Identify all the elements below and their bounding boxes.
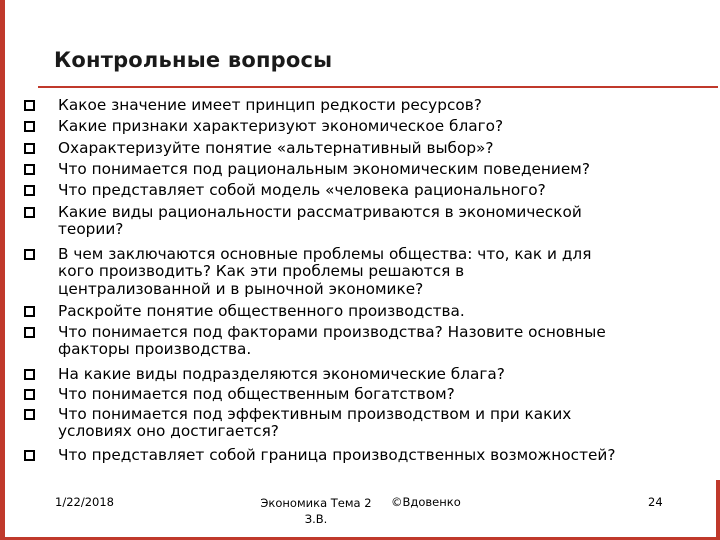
question-text: Раскройте понятие общественного производства. <box>58 302 465 320</box>
hollow-square-bullet-icon <box>24 143 35 154</box>
footer-date: 1/22/2018 <box>55 495 114 509</box>
footer-course <box>256 495 376 527</box>
hollow-square-bullet-icon <box>24 389 35 400</box>
hollow-square-bullet-icon <box>24 409 35 420</box>
slide-title: Контрольные вопросы <box>54 48 333 72</box>
question-text: Что понимается под факторами производства? Назовите основные факторы производства. <box>58 323 606 359</box>
right-border-corner <box>716 480 720 540</box>
hollow-square-bullet-icon <box>24 369 35 380</box>
question-text: Что представляет собой модель «человека рационального? <box>58 181 546 199</box>
left-border <box>0 0 5 540</box>
hollow-square-bullet-icon <box>24 327 35 338</box>
hollow-square-bullet-icon <box>24 164 35 175</box>
hollow-square-bullet-icon <box>24 306 35 317</box>
hollow-square-bullet-icon <box>24 100 35 111</box>
page-number: 24 <box>648 495 663 509</box>
question-text: Какое значение имеет принцип редкости ресурсов? <box>58 96 482 114</box>
footer-course-line1: Экономика Тема 2 <box>260 496 372 510</box>
question-text: Что представляет собой граница производственных возможностей? <box>58 446 616 464</box>
question-text: Что понимается под общественным богатством? <box>58 385 455 403</box>
hollow-square-bullet-icon <box>24 185 35 196</box>
title-underline <box>38 86 718 88</box>
hollow-square-bullet-icon <box>24 121 35 132</box>
hollow-square-bullet-icon <box>24 450 35 461</box>
question-text: Что понимается под эффективным производством и при каких условиях оно достигается? <box>58 405 572 441</box>
footer-course-line2: З.В. <box>304 512 328 526</box>
question-text: Что понимается под рациональным экономическим поведением? <box>58 160 590 178</box>
hollow-square-bullet-icon <box>24 207 35 218</box>
hollow-square-bullet-icon <box>24 249 35 260</box>
question-text: На какие виды подразделяются экономические блага? <box>58 365 505 383</box>
question-text: Какие признаки характеризуют экономическое благо? <box>58 117 504 135</box>
footer-author: ©Вдовенко <box>391 495 461 509</box>
question-text: В чем заключаются основные проблемы общества: что, как и для кого производить? Как эти проблемы решаются в централизованной и в рыночной экономике? <box>58 245 592 298</box>
question-text: Охарактеризуйте понятие «альтернативный выбор»? <box>58 139 494 157</box>
question-text: Какие виды рациональности рассматриваются в экономической теории? <box>58 203 582 239</box>
